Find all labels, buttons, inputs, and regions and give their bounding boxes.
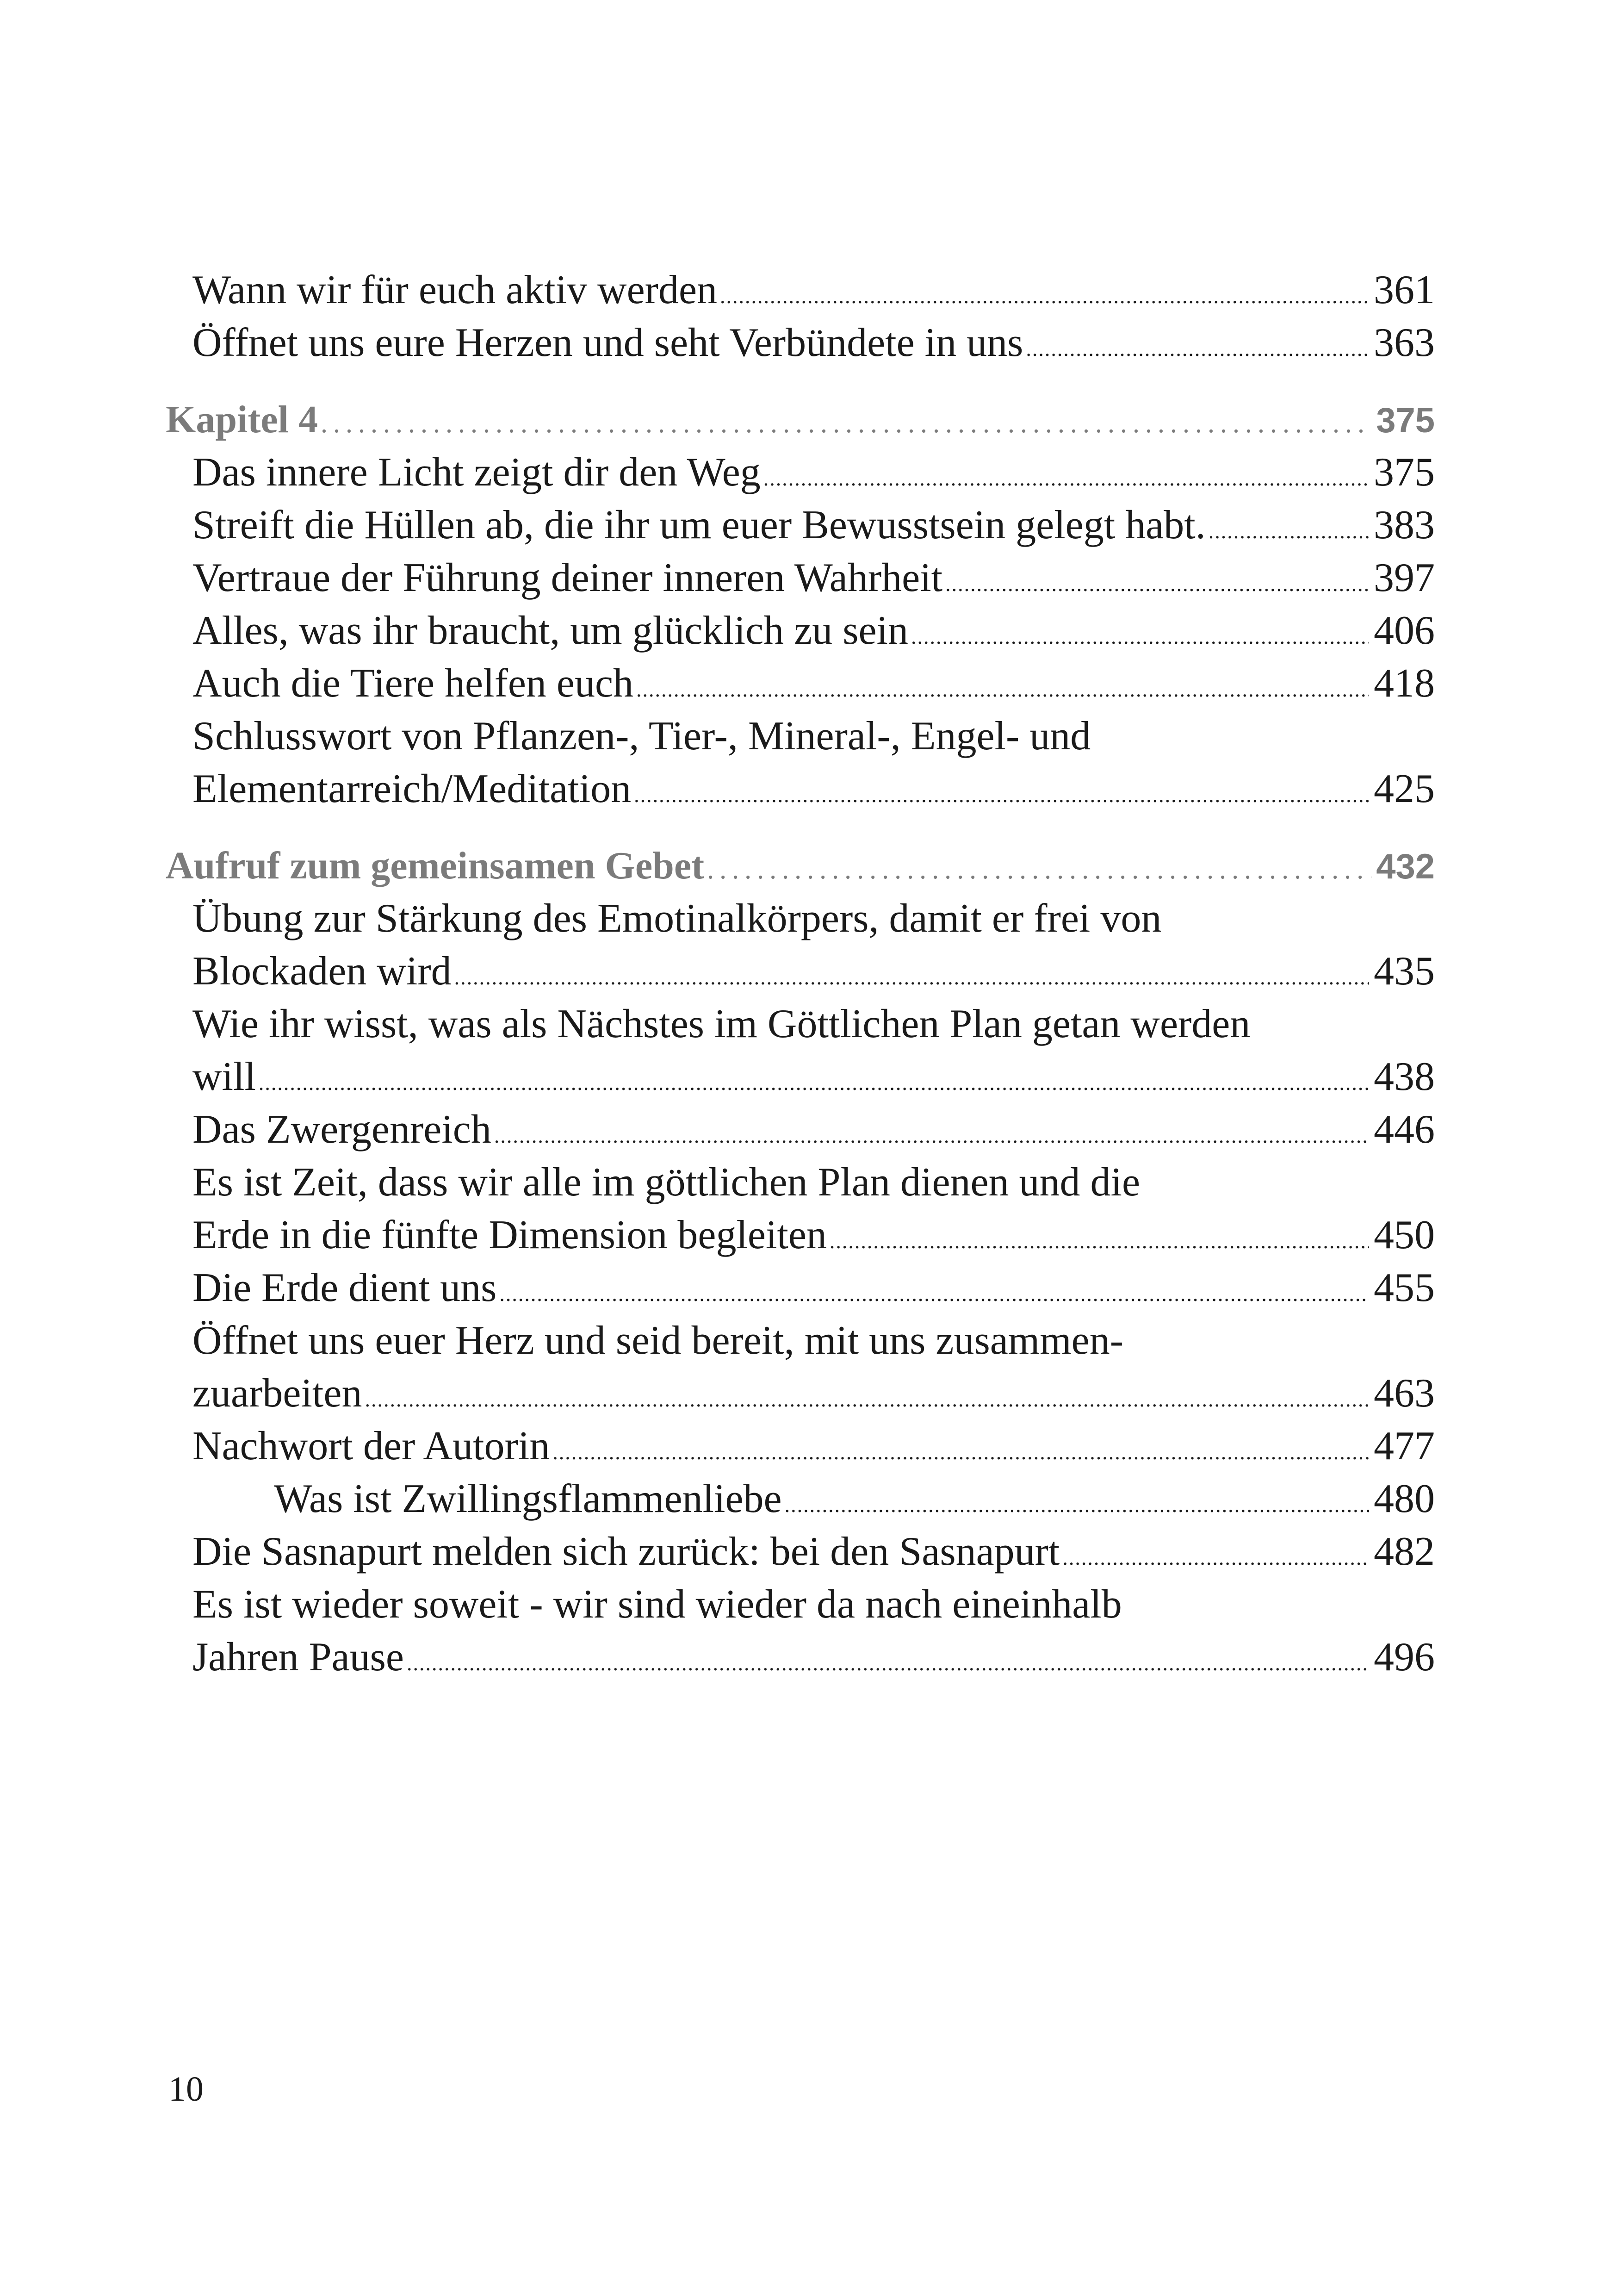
toc-entry-page: 418 (1374, 661, 1435, 706)
toc-entry-title: Es ist Zeit, dass wir alle im göttlichen Plan dienen und die (192, 1160, 1141, 1205)
dot-leader (499, 1268, 1369, 1320)
toc-entry-title: Auch die Tiere helfen euch (192, 661, 634, 706)
toc-entry-title: Elementarreich/Meditation (192, 766, 632, 811)
dot-leader (911, 610, 1369, 663)
toc-entry-continued (192, 892, 1435, 945)
toc-entry-title: Die Sasnapurt melden sich zurück: bei den Sasnapurt (192, 1529, 1060, 1574)
toc-chapter-title: Aufruf zum gemeinsamen Gebet (166, 844, 705, 887)
toc-entry-title: Wann wir für euch aktiv werden (192, 268, 718, 312)
dot-leader (720, 270, 1369, 323)
dot-leader (407, 1637, 1369, 1690)
toc-entry (192, 763, 1435, 815)
toc-entry-title: Streift die Hüllen ab, die ihr um euer Bewusstsein gelegt habt. (192, 503, 1206, 548)
toc-entry-title: Das innere Licht zeigt dir den Weg (192, 450, 761, 495)
toc-entry (192, 1103, 1435, 1156)
toc-entry-page: 480 (1374, 1476, 1435, 1521)
toc-entry-title: will (192, 1054, 256, 1099)
toc-entry-title: Blockaden wird (192, 949, 452, 994)
toc-entry-page: 406 (1374, 608, 1435, 653)
toc-entry-page: 446 (1374, 1107, 1435, 1152)
toc-entry-continued (192, 1314, 1435, 1367)
toc-entry (192, 1051, 1435, 1103)
toc-entry-title: Das Zwergenreich (192, 1107, 491, 1152)
toc-entry (192, 499, 1435, 552)
dot-leader (763, 452, 1369, 505)
toc-entry (192, 552, 1435, 604)
toc-entry-title: Erde in die fünfte Dimension begleiten (192, 1213, 827, 1257)
toc-entry-continued (192, 1578, 1435, 1631)
toc-entry-continued (192, 1156, 1435, 1209)
toc-entry (192, 446, 1435, 499)
dot-leader (1062, 1531, 1369, 1584)
toc-entry-title: Es ist wieder soweit - wir sind wieder da nach eineinhalb (192, 1582, 1122, 1627)
toc-entry-page: 397 (1374, 555, 1435, 600)
toc-entry-page: 455 (1374, 1265, 1435, 1310)
toc-entry-title: Wie ihr wisst, was als Nächstes im Göttlichen Plan getan werden (192, 1002, 1251, 1046)
toc-entry-page: 363 (1374, 320, 1435, 365)
toc-entry-title: Die Erde dient uns (192, 1265, 497, 1310)
toc-entry-page: 435 (1374, 949, 1435, 994)
toc-entry-page: 438 (1374, 1054, 1435, 1099)
toc-entry-continued (192, 710, 1435, 763)
toc-entry-title: Öffnet uns euer Herz und seid bereit, mit uns zusammen- (192, 1318, 1124, 1363)
toc-entry-continued (192, 998, 1435, 1051)
toc-entry (192, 945, 1435, 998)
dot-leader (1209, 505, 1371, 558)
toc-entry-title: Vertraue der Führung deiner inneren Wahrheit (192, 555, 943, 600)
toc-entry (192, 1420, 1435, 1473)
dot-leader (785, 1479, 1369, 1531)
toc-entry (192, 264, 1435, 317)
dot-leader (552, 1426, 1369, 1479)
toc-entry-title: Was ist Zwillingsflammenliebe (274, 1476, 782, 1521)
toc-entry (192, 604, 1435, 657)
toc-entry-page: 463 (1374, 1371, 1435, 1416)
dot-leader (321, 397, 1371, 449)
toc-entry (192, 317, 1435, 369)
toc-subentry (274, 1473, 1435, 1525)
toc-chapter-page: 432 (1376, 847, 1435, 886)
toc-entry (192, 657, 1435, 710)
dot-leader (634, 769, 1369, 821)
toc-entry-page: 477 (1374, 1424, 1435, 1468)
toc-entry-title: zuarbeiten (192, 1371, 362, 1416)
toc-entry-title: Schlusswort von Pflanzen-, Tier-, Mineral-, Engel- und (192, 714, 1091, 759)
toc-entry-page: 361 (1374, 268, 1435, 312)
toc-entry-page: 450 (1374, 1213, 1435, 1257)
dot-leader (707, 843, 1371, 896)
toc-entry (192, 1262, 1435, 1314)
toc-entry (192, 1631, 1435, 1684)
toc-chapter-page: 375 (1376, 401, 1435, 440)
dot-leader (830, 1215, 1369, 1268)
dot-leader (259, 1057, 1369, 1109)
toc-entry-title: Öffnet uns eure Herzen und seht Verbündete in uns (192, 320, 1023, 365)
toc-entry-page: 496 (1374, 1635, 1435, 1680)
dot-leader (636, 663, 1369, 716)
toc-entry (192, 1367, 1435, 1420)
dot-leader (1026, 323, 1369, 375)
dot-leader (494, 1109, 1369, 1162)
toc-entry-page: 383 (1374, 503, 1435, 548)
toc-entry (192, 1209, 1435, 1262)
toc-entry-page: 425 (1374, 766, 1435, 811)
toc-chapter-heading (166, 393, 1435, 446)
dot-leader (365, 1373, 1369, 1426)
toc-entry-title: Übung zur Stärkung des Emotinalkörpers, damit er frei von (192, 896, 1162, 941)
page-number: 10 (168, 2070, 204, 2109)
toc-chapter-heading (166, 840, 1435, 892)
toc-entry-title: Jahren Pause (192, 1635, 404, 1680)
toc-entry-page: 375 (1374, 450, 1435, 495)
toc-entry-title: Nachwort der Autorin (192, 1424, 550, 1468)
toc-entry-title: Alles, was ihr braucht, um glücklich zu sein (192, 608, 908, 653)
toc-chapter-title: Kapitel 4 (166, 398, 318, 441)
dot-leader (945, 558, 1369, 610)
toc-entry-page: 482 (1374, 1529, 1435, 1574)
dot-leader (454, 951, 1369, 1004)
toc-entry (192, 1525, 1435, 1578)
